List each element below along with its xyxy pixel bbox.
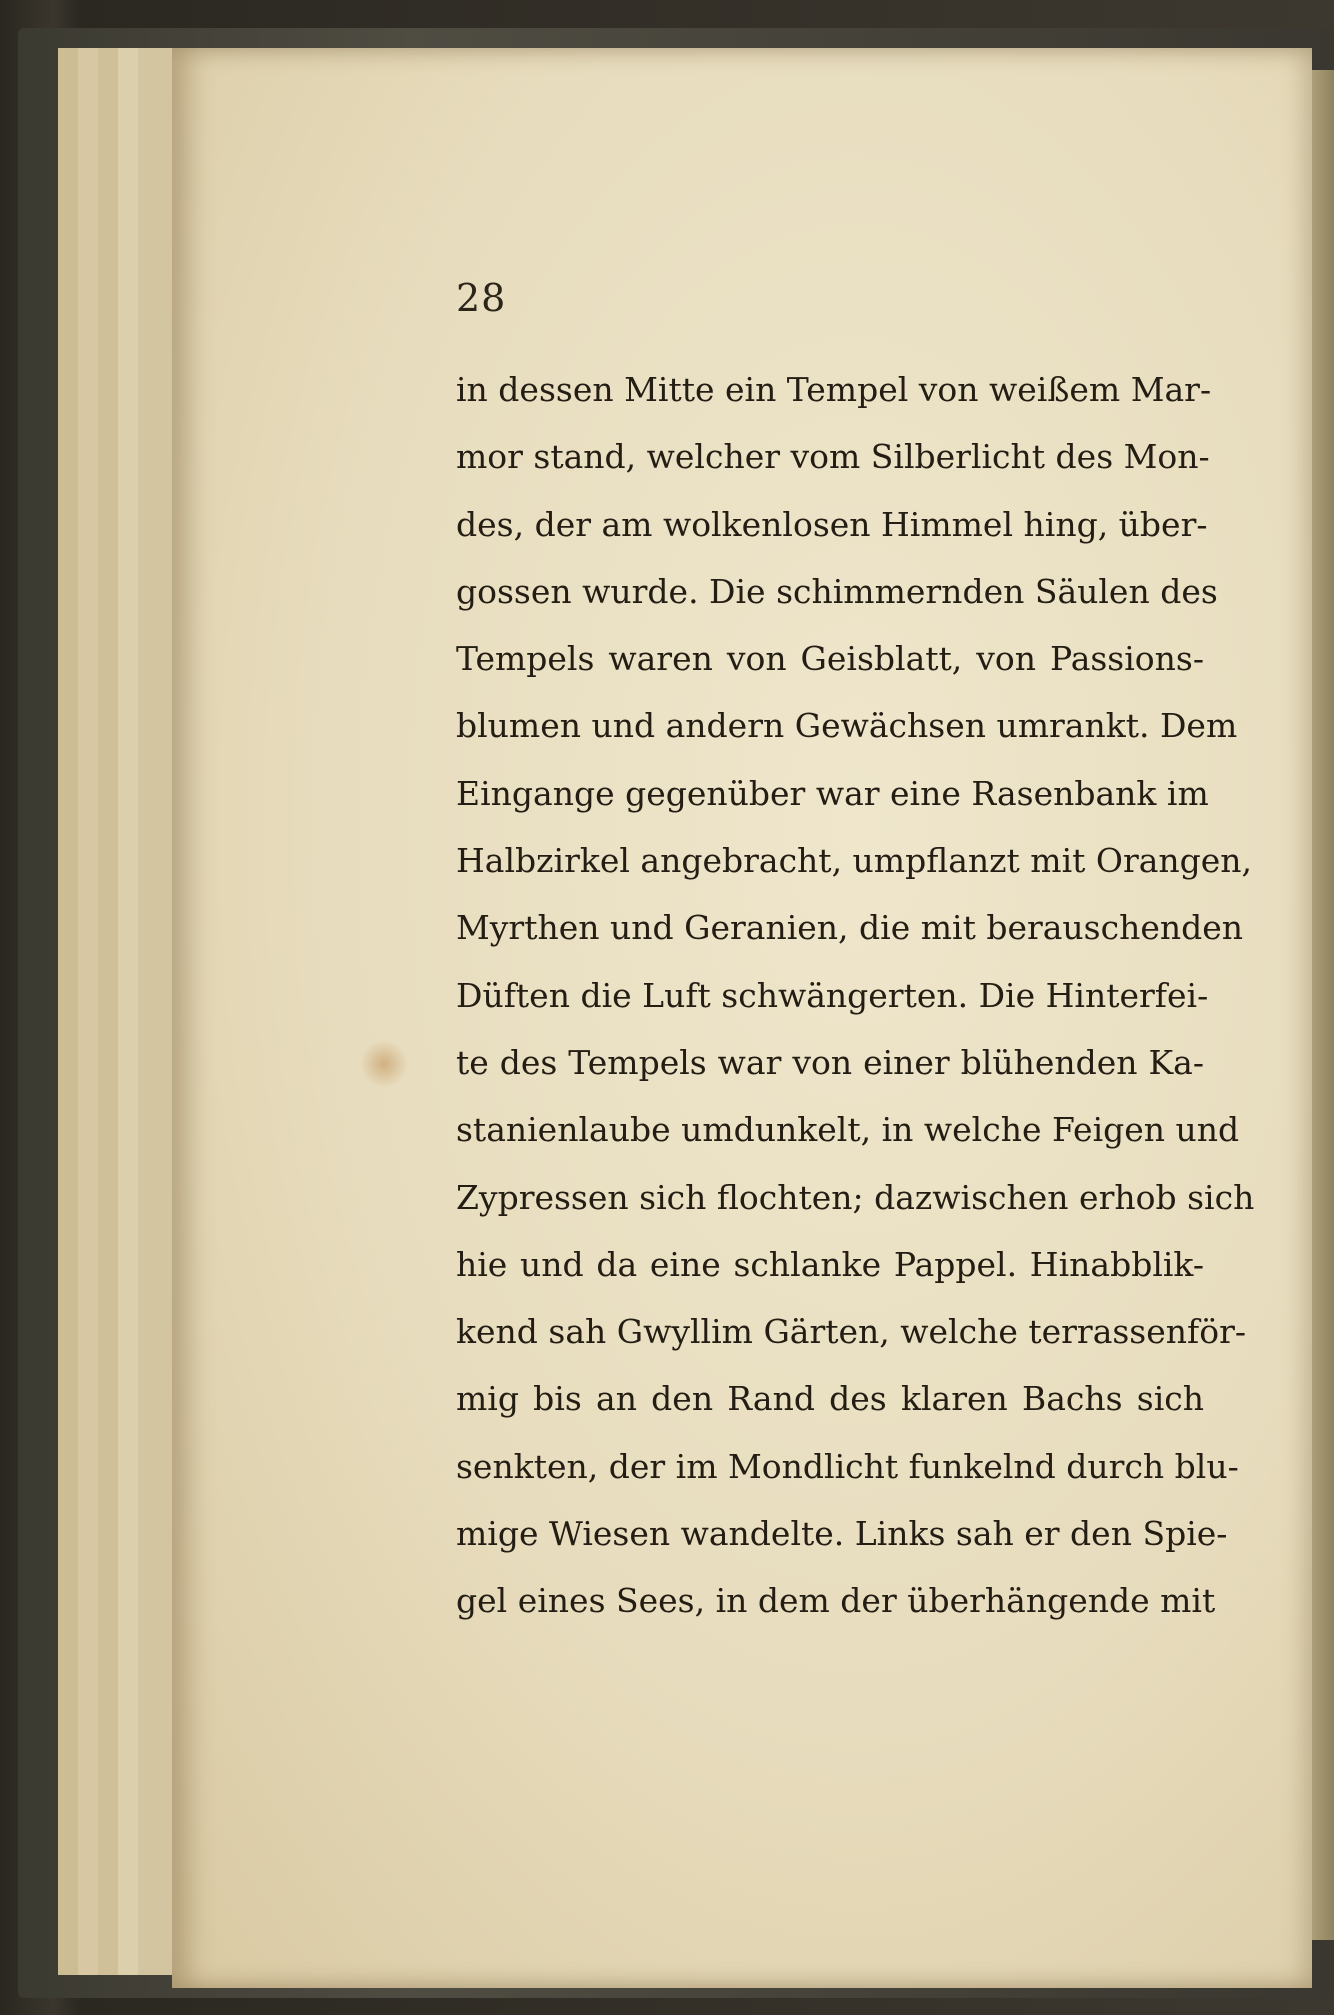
body-text (456, 356, 1255, 1635)
text-line: te des Tempels war von einer blühenden Ka- (456, 1042, 1204, 1082)
text-line: mor stand, welcher vom Silberlicht des Mon- (456, 437, 1210, 477)
text-line: mige Wiesen wandelte. Links sah er den Spie- (456, 1514, 1228, 1554)
text-line: gel eines Sees, in dem der überhängende mit (456, 1581, 1216, 1621)
text-line: Halbzirkel angebracht, umpflanzt mit Orangen, (456, 841, 1253, 881)
text-line: hie und da eine schlanke Pappel. Hinabblik- (456, 1244, 1204, 1284)
text-line: mig bis an den Rand des klaren Bachs sich (456, 1379, 1204, 1419)
text-line: des, der am wolkenlosen Himmel hing, über- (456, 504, 1208, 544)
text-line: blumen und andern Gewächsen umrankt. Dem (456, 706, 1238, 746)
text-line: stanienlaube umdunkelt, in welche Feigen und (456, 1110, 1240, 1150)
text-line: Eingange gegenüber war eine Rasenbank im (456, 773, 1209, 813)
page-number: 28 (456, 276, 507, 320)
paper-stain (360, 1040, 408, 1088)
text-line: senkten, der im Mondlicht funkelnd durch blu- (456, 1446, 1239, 1486)
text-line: Zypressen sich flochten; dazwischen erhob sich (456, 1177, 1255, 1217)
text-line: in dessen Mitte ein Tempel von weißem Mar- (456, 370, 1212, 409)
text-line: kend sah Gwyllim Gärten, welche terrassenför- (456, 1312, 1247, 1352)
text-line: Tempels waren von Geisblatt, von Passions- (456, 639, 1204, 679)
text-line: gossen wurde. Die schimmernden Säulen des (456, 571, 1218, 611)
text-line: Düften die Luft schwängerten. Die Hinterfei- (456, 975, 1209, 1015)
text-line: Myrthen und Geranien, die mit berauschenden (456, 908, 1244, 948)
